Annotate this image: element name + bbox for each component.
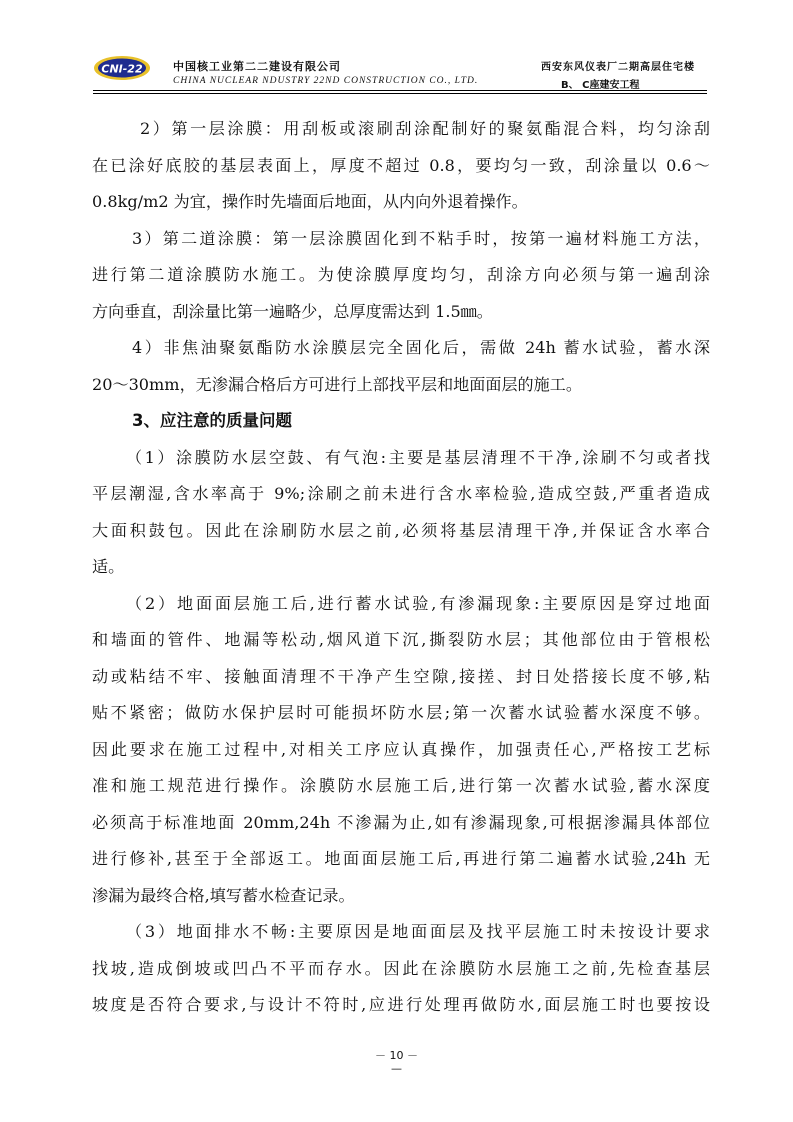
- paragraph-water-test: [92, 330, 710, 403]
- text-line: （1）涂膜防水层空鼓、有气泡:主要是基层清理不干净,涂刷不匀或者找: [126, 447, 710, 467]
- company-name-en: CHINA NUCLEAR NDUSTRY 22ND CONSTRUCTION CO., LTD.: [173, 76, 479, 86]
- text-line: 4）非焦油聚氨酯防水涂膜层完全固化后，需做 24h 蓄水试验，蓄水深: [132, 338, 710, 357]
- project-name: 西安东风仪表厂二期高层住宅楼: [541, 62, 695, 73]
- text-line: 贴不紧密；做防水保护层时可能损坏防水层;第一次蓄水试验蓄水深度不够。: [92, 703, 710, 722]
- text-line: 准和施工规范进行操作。涂膜防水层施工后,进行第一次蓄水试验,蓄水深度: [92, 776, 710, 795]
- text-line: 进行修补,甚至于全部返工。地面面层施工后,再进行第二遍蓄水试验,24h 无: [92, 849, 710, 868]
- company-logo-icon: [93, 55, 151, 81]
- text-line: 因此要求在施工过程中,对相关工序应认真操作，加强责任心,严格按工艺标: [92, 739, 710, 759]
- logo-text: CNI-22: [101, 62, 143, 76]
- text-line: 适。: [92, 557, 125, 576]
- text-line: 2）第一层涂膜：用刮板或滚刷刮涂配制好的聚氨酯混合料，均匀涂刮: [140, 119, 710, 138]
- header-rule-thin: [93, 93, 707, 94]
- text-line: 必须高于标准地面 20mm,24h 不渗漏为止,如有渗漏现象,可根据渗漏具体部位: [92, 812, 710, 832]
- paragraph-second-coat: [92, 221, 710, 331]
- text-line: （2）地面面层施工后,进行蓄水试验,有渗漏现象:主要原因是穿过地面: [126, 593, 710, 613]
- text-line: 动或粘结不牢、接触面清理不干净产生空隙,接搓、封日处搭接长度不够,粘: [92, 666, 710, 686]
- footer-dash: —: [391, 1062, 402, 1075]
- paragraph-drainage: [92, 914, 710, 1024]
- text-line: 20～30mm，无渗漏合格后方可进行上部找平层和地面面层的施工。: [92, 374, 582, 394]
- text-line: （3）地面排水不畅:主要原因是地面面层及找平层施工时未按设计要求: [126, 922, 710, 941]
- text-line: 3）第二道涂膜：第一层涂膜固化到不粘手时，按第一遍材料施工方法，: [132, 228, 710, 248]
- page-header: [93, 50, 707, 94]
- section-heading: 3、应注意的质量问题: [132, 411, 292, 430]
- company-name-cn: 中国核工业第二二建设有限公司: [173, 60, 341, 73]
- header-rule-thick: [93, 90, 707, 91]
- document-body: [92, 111, 710, 1024]
- text-line: 进行第二道涂膜防水施工。为使涂膜厚度均匀，刮涂方向必须与第一遍刮涂: [92, 265, 710, 284]
- page-number: － 10 －: [375, 1049, 418, 1062]
- text-line: 渗漏为最终合格,填写蓄水检查记录。: [92, 885, 355, 905]
- text-line: 0.8kg/m2 为宜，操作时先墙面后地面，从内向外退着操作。: [92, 192, 528, 211]
- text-line: 坡度是否符合要求,与设计不符时,应进行处理再做防水,面层施工时也要按设: [92, 995, 710, 1014]
- text-line: 找坡,造成倒坡或凹凸不平而存水。因此在涂膜防水层施工之前,先检查基层: [92, 958, 710, 978]
- project-subtitle: B、 C座建安工程: [561, 80, 640, 91]
- text-line: 在已涂好底胶的基层表面上，厚度不超过 0.8，要均匀一致，刮涂量以 0.6～: [92, 155, 710, 175]
- text-line: 方向垂直，刮涂量比第一遍略少，总厚度需达到 1.5㎜。: [92, 301, 493, 321]
- paragraph-leakage: [92, 586, 710, 915]
- paragraph-hollowing: [92, 440, 710, 586]
- paragraph-first-coat: [92, 111, 710, 221]
- text-line: 平层潮湿,含水率高于 9%;涂刷之前未进行含水率检验,造成空鼓,严重者造成: [92, 484, 710, 503]
- text-line: 大面积鼓包。因此在涂刷防水层之前,必须将基层清理干净,并保证含水率合: [92, 520, 710, 540]
- text-line: 和墙面的管件、地漏等松动,烟风道下沉,撕裂防水层；其他部位由于管根松: [92, 630, 710, 649]
